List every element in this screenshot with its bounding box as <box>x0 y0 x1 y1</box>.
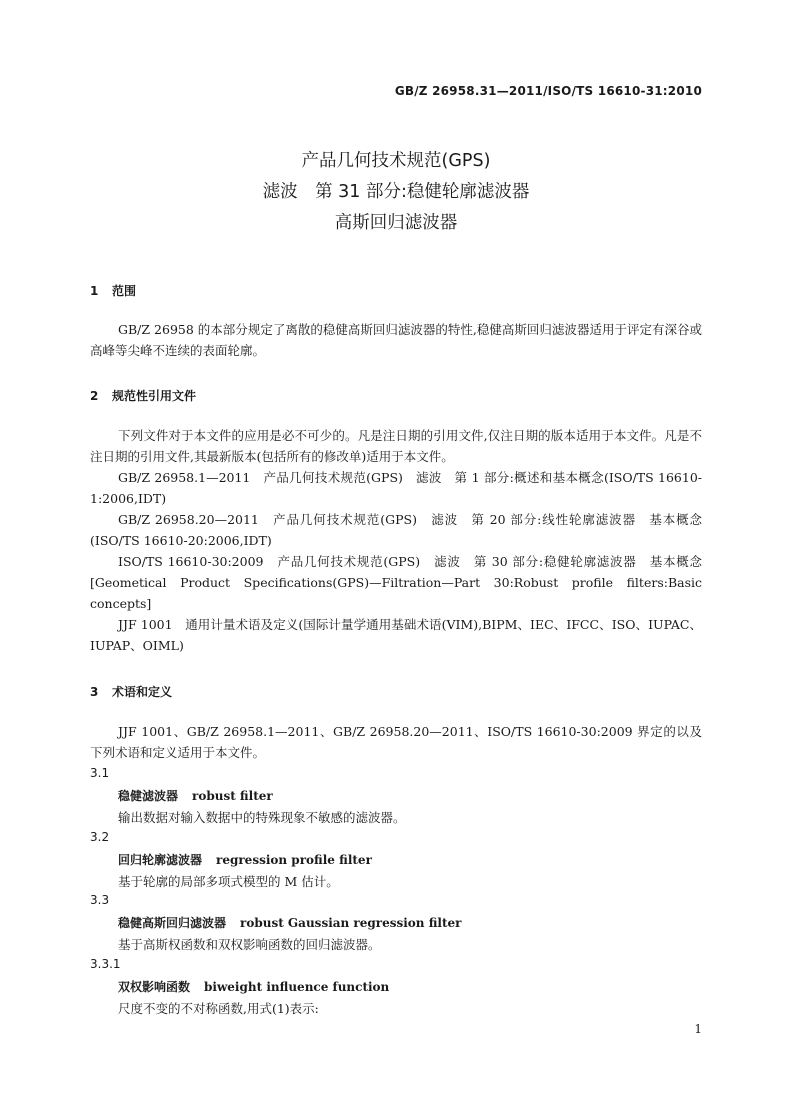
term-name-en: robust filter <box>192 789 273 803</box>
title-line-2: 滤波 第 31 部分:稳健轮廓滤波器 <box>262 182 530 202</box>
section-title: 规范性引用文件 <box>112 389 197 403</box>
title-line-3: 高斯回归滤波器 <box>334 213 458 233</box>
term-definition: 基于高斯权函数和双权影响函数的回归滤波器。 <box>118 937 381 952</box>
page-number: 1 <box>694 1022 702 1036</box>
term-number: 3.2 <box>90 830 110 844</box>
term-name-en: regression profile filter <box>216 853 372 867</box>
term-number: 3.3.1 <box>90 957 121 971</box>
standard-code-header: GB/Z 26958.31—2011/ISO/TS 16610-31:2010 <box>394 84 702 98</box>
term-heading <box>118 914 462 931</box>
section-heading-scope <box>90 282 136 299</box>
scope-paragraph: GB/Z 26958 的本部分规定了离散的稳健高斯回归滤波器的特性,稳健高斯回归滤波器适用于评定有深谷或高峰等尖峰不连续的表面轮廓。 <box>90 322 702 358</box>
section-heading-normative-references <box>90 387 196 404</box>
section-title: 术语和定义 <box>112 685 173 699</box>
normref-item: JJF 1001 通用计量术语及定义(国际计量学通用基础术语(VIM),BIPM、IEC、IFCC、ISO、IUPAC、IUPAP、OIML) <box>90 617 702 653</box>
section-number: 2 <box>90 389 99 403</box>
term-definition: 基于轮廓的局部多项式模型的 M 估计。 <box>118 874 339 889</box>
document-title <box>0 146 792 239</box>
section-number: 1 <box>90 284 99 298</box>
normref-item: GB/Z 26958.1—2011 产品几何技术规范(GPS) 滤波 第 1 部分:概述和基本概念(ISO/TS 16610-1:2006,IDT) <box>90 470 702 506</box>
normref-item: GB/Z 26958.20—2011 产品几何技术规范(GPS) 滤波 第 20 部分:线性轮廓滤波器 基本概念(ISO/TS 16610-20:2006,IDT) <box>90 512 702 548</box>
term-definition: 尺度不变的不对称函数,用式(1)表示: <box>118 1001 319 1016</box>
term-name-zh: 稳健高斯回归滤波器 <box>118 916 227 930</box>
term-definition: 输出数据对输入数据中的特殊现象不敏感的滤波器。 <box>118 810 406 825</box>
title-line-1: 产品几何技术规范(GPS) <box>301 151 491 171</box>
term-number: 3.3 <box>90 893 110 907</box>
section-number: 3 <box>90 685 99 699</box>
term-name-en: biweight influence function <box>204 980 390 994</box>
term-heading <box>118 787 273 804</box>
normref-intro-paragraph: 下列文件对于本文件的应用是必不可少的。凡是注日期的引用文件,仅注日期的版本适用于本文件。凡是不注日期的引用文件,其最新版本(包括所有的修改单)适用于本文件。 <box>90 428 702 464</box>
term-name-en: robust Gaussian regression filter <box>240 916 462 930</box>
term-heading <box>118 851 372 868</box>
terms-intro-paragraph: JJF 1001、GB/Z 26958.1—2011、GB/Z 26958.20—2011、ISO/TS 16610-30:2009 界定的以及下列术语和定义适用于本文件。 <box>90 724 702 760</box>
normref-item: ISO/TS 16610-30:2009 产品几何技术规范(GPS) 滤波 第 30 部分:稳健轮廓滤波器 基本概念[Geometical Product Specifications(GPS)—Filtration—Part 30:Robust profile filters:Basic concepts] <box>90 554 702 611</box>
term-name-zh: 回归轮廓滤波器 <box>118 853 203 867</box>
term-name-zh: 双权影响函数 <box>118 980 191 994</box>
term-number: 3.1 <box>90 766 110 780</box>
term-name-zh: 稳健滤波器 <box>118 789 179 803</box>
section-title: 范围 <box>112 284 137 298</box>
section-heading-terms <box>90 683 172 700</box>
term-heading <box>118 978 389 995</box>
